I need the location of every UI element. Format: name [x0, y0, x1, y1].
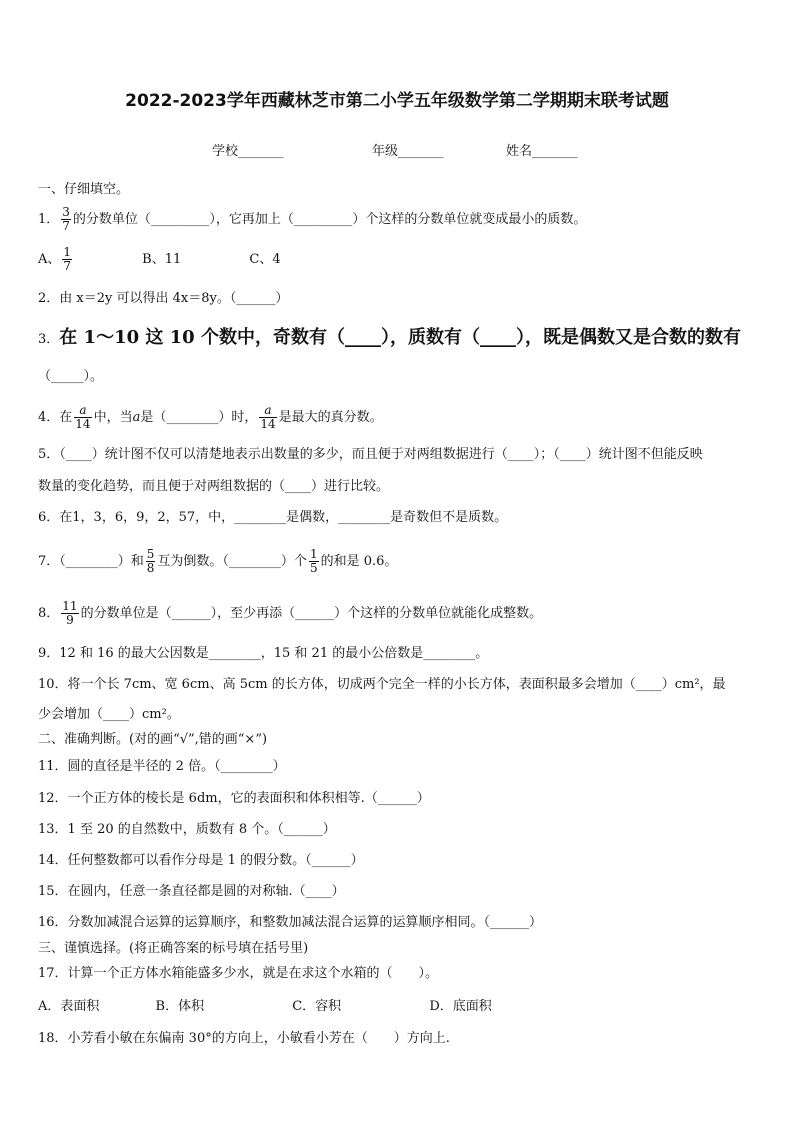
school-field: 学校_______: [212, 144, 284, 159]
question-18: 18．小芳看小敏在东偏南 30°的方向上，小敏看小芳在（ ）方向上.: [38, 1031, 450, 1046]
option-a: A．表面积: [38, 999, 100, 1014]
option-b: B．体积: [155, 999, 205, 1014]
question-9: 9．12 和 16 的最大公因数是________，15 和 21 的最小公倍数是________。: [38, 646, 489, 661]
question-17-options: [38, 998, 492, 1016]
question-6: 6．在1，3，6，9，2，57，中，________是偶数，________是奇数但不是质数。: [38, 510, 508, 525]
question-15: 15．在圆内，任意一条直径都是圆的对称轴.（____）: [38, 884, 345, 899]
question-10: 10．将一个长 7cm、宽 6cm、高 5cm 的长方体，切成两个完全一样的小长方体，表面积最多会增加（____）cm²，最: [38, 677, 726, 692]
question-1-options: [38, 246, 281, 273]
question-7: 7．（________）和 $\frac{5}{8}$ 互为倒数。（________）个 $\frac{1}{5}$ 的和是 0.6。: [38, 547, 398, 575]
name-field: 姓名_______: [506, 144, 578, 159]
question-17: 17．计算一个正方体水箱能盛多少水，就是在求这个水箱的（ ）。: [38, 966, 439, 981]
option-c: C．容积: [292, 999, 342, 1014]
option-c: C、4: [249, 252, 281, 267]
question-10-continued: 少会增加（____）cm²。: [38, 707, 180, 722]
section-3-heading: 三、谨慎选择。(将正确答案的标号填在括号里): [38, 941, 309, 956]
section-2-heading: 二、准确判断。(对的画“√”,错的画“×”): [38, 732, 268, 747]
question-5-continued: 数量的变化趋势，而且便于对两组数据的（____）进行比较。: [38, 479, 390, 494]
question-14: 14．任何整数都可以看作分母是 1 的假分数。（______）: [38, 853, 364, 868]
question-5: 5．（____）统计图不仅可以清楚地表示出数量的多少，而且便于对两组数据进行（____）；（____）统计图不但能反映: [38, 447, 703, 462]
question-1: 1． $\frac{3}{7}$ 的分数单位（_________），它再加上（_________）个这样的分数单位就变成最小的质数。: [38, 205, 587, 233]
page-title: 2022-2023学年西藏林芝市第二小学五年级数学第二学期期末联考试题: [125, 91, 669, 111]
question-3: 3．在 1～10 这 10 个数中，奇数有（____），质数有（____），既是偶数又是合数的数有: [38, 327, 741, 348]
option-d: D．底面积: [429, 999, 492, 1014]
grade-field: 年级_______: [372, 144, 444, 159]
question-8: 8． $\frac{11}{9}$ 的分数单位是（______），至少再添（______）个这样的分数单位就能化成整数。: [38, 599, 543, 627]
question-11: 11．圆的直径是半径的 2 倍。（________）: [38, 759, 286, 774]
question-4: 4．在 $\frac{a}{14}$ 中，当a是（________）时， $\frac{a}{14}$ 是最大的真分数。: [38, 403, 383, 431]
question-3-continued: （_____）。: [38, 369, 104, 384]
question-13: 13．1 至 20 的自然数中，质数有 8 个。（______）: [38, 822, 336, 837]
section-1-heading: 一、仔细填空。: [38, 182, 130, 197]
fraction: $\frac{3}{7}$: [62, 205, 70, 233]
question-16: 16．分数加减混合运算的运算顺序，和整数加减法混合运算的运算顺序相同。（______）: [38, 915, 543, 930]
question-12: 12．一个正方体的棱长是 6dm，它的表面积和体积相等.（______）: [38, 791, 430, 806]
option-b: B、11: [142, 252, 182, 267]
question-2: 2．由 x＝2y 可以得出 4x＝8y。（______）: [38, 291, 289, 306]
option-a: A、 $\frac{1}{7}$: [38, 245, 72, 273]
